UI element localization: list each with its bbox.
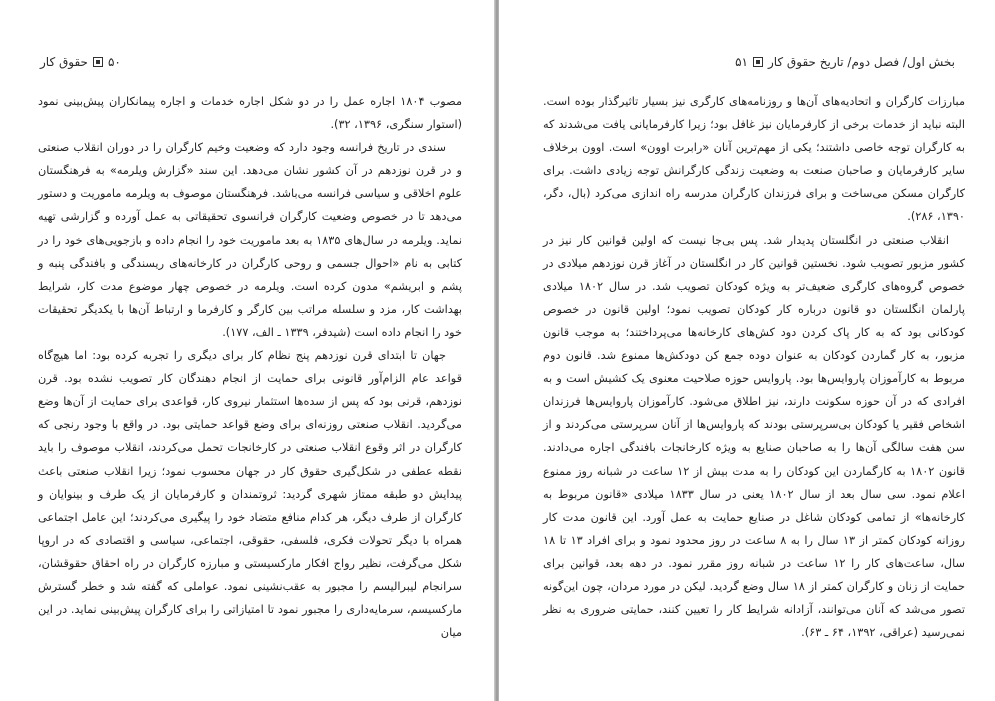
paragraph: جهان تا ابتدای قرن نوزدهم پنج نظام کار برای دیگری را تجربه کرده بود: اما هیچ‌گاه قواعد عام الزام‌آور قانونی برای حمایت از انجام دهندگان کار تصویب نشده بود. قرن نوزدهم، قرنی بود که پس از سده‌ها استثمار نیروی کار، قواعدی برای حمایت از آن‌ها وضع می‌گردید. انقلاب صنعتی روزنه‌ای برای وضع قواعد حمایتی بود. در واقع با وجود رنجی که کارگران در اثر وقوع انقلاب صنعتی در کارخانجات تحمل می‌کردند، انقلاب موصوف را باید نقطه عطفی در شکل‌گیری حقوق کار در جهان محسوب نمود؛ زیرا انقلاب صنعتی باعث پیدایش دو طبقه ممتاز شهری گردید: ثروتمندان و کارفرمایان از یک طرف و بینوایان و کارگران از طرف دیگر، هر کدام منافع متضاد خود را پیگیری می‌کردند؛ این عامل اجتماعی همراه با دیگر تحولات فکری، فلسفی، حقوقی، اجتماعی، سیاسی و اقتصادی که در اروپا شکل می‌گرفت، نظیر رواج افکار مارکسیستی و مبارزه کارگران در راه احقاق حقوقشان، سرانجام لیبرالیسم را مجبور به عقب‌نشینی نمود. عواملی که گفته شد و خطر گسترش مارکسیسم، سرمایه‌داری را مجبور نمود تا امتیازاتی را برای کارگران پیش‌بینی نماید. در این میان bbox=[38, 349, 462, 640]
right-page-number: ۵۱ bbox=[735, 55, 748, 69]
square-bullet-icon bbox=[753, 57, 763, 67]
left-page-header bbox=[40, 52, 121, 72]
left-running-title: حقوق کار bbox=[40, 55, 88, 69]
left-page-number: ۵۰ bbox=[107, 55, 121, 69]
right-page-body bbox=[543, 90, 965, 644]
paragraph: مصوب ۱۸۰۴ اجاره عمل را در دو شکل اجاره خدمات و اجاره پیمانکاران پیش‌بینی نمود (استوار سنگری، ۱۳۹۶، ۳۲). bbox=[38, 95, 462, 132]
paragraph: سندی در تاریخ فرانسه وجود دارد که وضعیت وخیم کارگران را در دوران انقلاب صنعتی و در قرن نوزدهم در آن کشور نشان می‌دهد. این سند «گزارش ویلرمه» به فرهنگستان علوم اخلاقی و سیاسی فرانسه می‌باشد. فرهنگستان موصوف به ویلرمه ماموریت و دستور می‌دهد تا در خصوص وضعیت کارگران فرانسوی تحقیقاتی به عمل آورده و گزارشی تهیه نماید. ویلرمه در سال‌های ۱۸۳۵ به بعد ماموریت خود را انجام داده و بازجویی‌های خود را در کتابی به نام «احوال جسمی و روحی کارگران در کارخانه‌های ریسندگی و بافندگی پنبه و پشم و ابریشم» مدون کرده است. ویلرمه در خصوص چهار موضوع مدت کار، شرایط بهداشت کار، مزد و سلسله مراتب بین کارگر و کارفرما و ارتباط آن‌ها با یکدیگر تحقیقات خود را انجام داده است (شیدفر، ۱۳۳۹ ـ الف، ۱۷۷). bbox=[38, 141, 463, 339]
right-page bbox=[499, 0, 995, 701]
right-page-header bbox=[735, 52, 955, 72]
left-page bbox=[0, 0, 496, 701]
right-running-title: بخش اول/ فصل دوم/ تاریخ حقوق کار bbox=[767, 55, 955, 69]
paragraph: مبارزات کارگران و اتحادیه‌های آن‌ها و روزنامه‌های کارگری نیز بسیار تاثیرگذار بوده است. البته نباید از خدمات برخی از کارفرمایان نیز غافل بود؛ زیرا کارفرمایانی یافت می‌شدند که به کارگران توجه خاصی داشتند؛ یکی از مهم‌ترین آنان «رابرت اوون» است. اوون برخلاف سایر کارفرمایان و صاحبان صنعت به وضعیت زندگی کارگرانش توجه زیادی داشت. برای کارگران مسکن می‌ساخت و برای فرزندان کارگران مدرسه راه اندازی می‌کرد (بال، دگر، ۱۳۹۰، ۲۸۶). bbox=[543, 95, 965, 224]
square-bullet-icon bbox=[93, 57, 103, 67]
left-page-body bbox=[38, 90, 462, 644]
paragraph: انقلاب صنعتی در انگلستان پدیدار شد. پس بی‌جا نیست که اولین قوانین کار نیز در کشور مزبور تصویب شود. نخستین قوانین کار در انگلستان در آغاز قرن نوزدهم میلادی در خصوص گروه‌های کارگری ضعیف‌تر به ویژه کودکان تصویب شد. در سال ۱۸۰۲ میلادی پارلمان انگلستان دو قانون درباره کار کودکان تصویب نمود؛ اولین قانون در خصوص کودکانی بود که به کار پاک کردن دود کش‌های کارخانه‌ها می‌پرداختند؛ به موجب قانون مزبور، به کار گماردن کودکان به عنوان دوده جمع کن دودکش‌ها ممنوع شد. قانون دوم مربوط به کارآموزان پاروایس‌ها بود. پاروایس حوزه صلاحیت معنوی یک کشیش است و به افرادی که در آن حوزه سکونت دارند، نیز اطلاق می‌شود. کارآموزان پاروایس‌ها فرزندان اشخاص فقیر یا کودکان بی‌سرپرستی بودند که پاروایس‌ها از آنان سرپرستی می‌کردند و از سن هفت سالگی آن‌ها را به صاحبان صنایع به ویژه کارخانجات بافندگی اجاره می‌دادند. قانون ۱۸۰۲ به کارگماردن این کودکان را به مدت بیش از ۱۲ ساعت در شبانه روز ممنوع اعلام نمود. سی سال بعد از سال ۱۸۰۲ یعنی در سال ۱۸۳۳ میلادی «قانون مربوط به کارخانه‌ها» از تمامی کودکان شاغل در صنایع حمایت به عمل آورد. این قانون مدت کار روزانه کودکان کمتر از ۱۳ سال را به ۸ ساعت در روز محدود نمود و برای افراد ۱۳ تا ۱۸ سال، ساعت‌های کار را ۱۲ ساعت در شبانه روز مقرر نمود. در دهه بعد، قوانین برای حمایت از زنان و کارگران کمتر از ۱۸ سال وضع گردید. لیکن در مورد مردان، چون این‌گونه تصور می‌شد که آنان می‌توانند، آزادانه شرایط کار را تعیین کنند، حمایتی ضروری به نظر نمی‌رسید (عراقی، ۱۳۹۲، ۶۴ ـ ۶۳). bbox=[543, 233, 965, 640]
